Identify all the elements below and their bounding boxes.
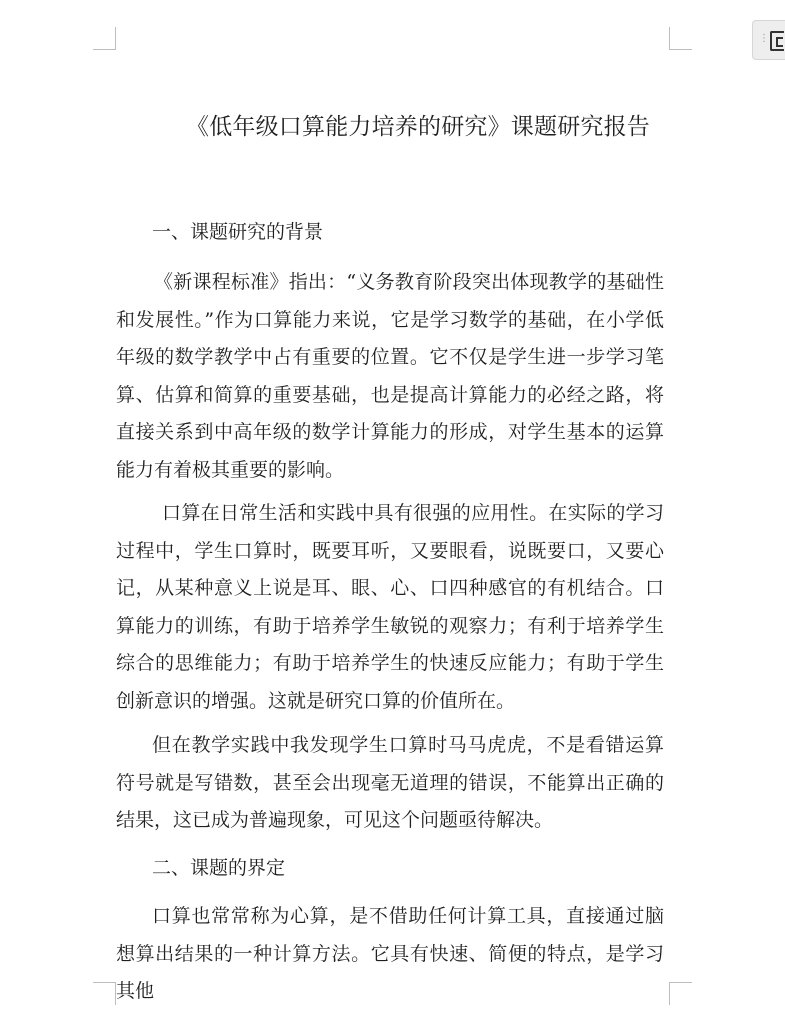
section-heading-definition: 二、课题的界定	[152, 857, 286, 879]
crop-mark-top-right	[669, 27, 692, 50]
grip-dots-icon: ⋮	[759, 33, 769, 44]
paragraph-definition-1: 口算也常常称为心算，是不借助任何计算工具，直接通过脑想算出结果的一种计算方法。它具有快速、简便的特点，是学习其他	[116, 905, 664, 1002]
side-toolbar-tab[interactable]	[752, 20, 785, 60]
section-heading-background: 一、课题研究的背景	[152, 221, 324, 243]
document-title: 《低年级口算能力培养的研究》课题研究报告	[186, 114, 650, 140]
crop-mark-top-left	[93, 27, 116, 50]
crop-mark-bottom-left	[93, 982, 116, 1005]
expand-bracket-icon[interactable]	[770, 31, 784, 51]
paragraph-background-3: 但在教学实践中我发现学生口算时马马虎虎，不是看错运算符号就是写错数，甚至会出现毫无道理的错误，不能算出正确的结果，这已成为普遍现象，可见这个问题亟待解决。	[116, 734, 664, 831]
crop-mark-bottom-right	[669, 982, 692, 1005]
paragraph-background-1: 《新课程标准》指出：“义务教育阶段突出体现教学的基础性和发展性。”作为口算能力来说，它是学习数学的基础，在小学低年级的数学教学中占有重要的位置。它不仅是学生进一步学习笔算、估算和简算的重要基础，也是提高计算能力的必经之路，将直接关系到中高年级的数学计算能力的形成，对学生基本的运算能力有着极其重要的影响。	[116, 271, 664, 481]
paragraph-background-2: 口算在日常生活和实践中具有很强的应用性。在实际的学习过程中，学生口算时，既要耳听，又要眼看，说既要口，又要心记，从某种意义上说是耳、眼、心、口四种感官的有机结合。口算能力的训练，有助于培养学生敏锐的观察力；有利于培养学生综合的思维能力；有助于培养学生的快速反应能力；有助于学生创新意识的增强。这就是研究口算的价值所在。	[116, 502, 664, 712]
